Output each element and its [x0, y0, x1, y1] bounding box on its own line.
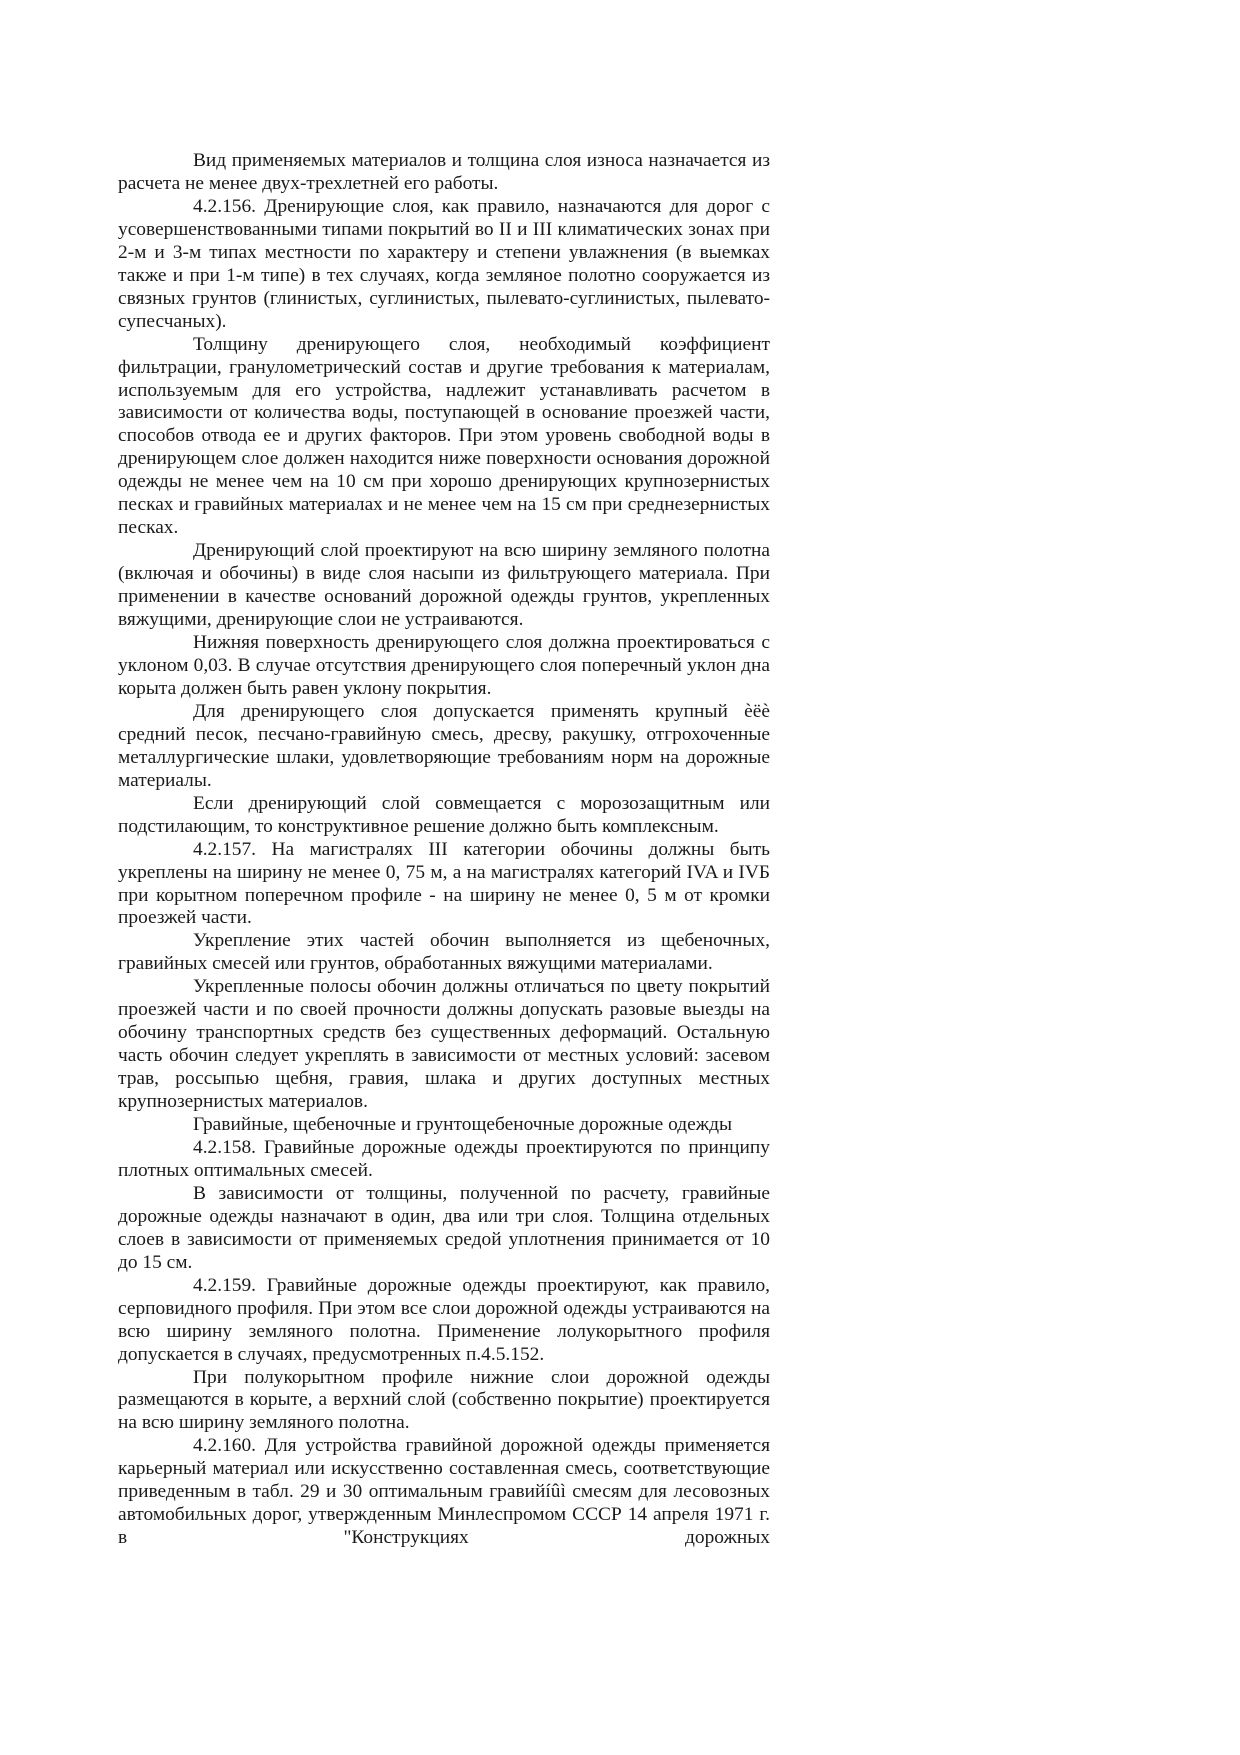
paragraph-layer-thickness: В зависимости от толщины, полученной по расчету, гравийные дорожные одежды назначают в один, два или три слоя. Толщина отдельных слоев в зависимости от применяемых средой уплотнения принимается от 10 до 15 см.	[118, 1182, 770, 1273]
paragraph-drainage-thickness: Толщину дренирующего слоя, необходимый коэффициент фильтрации, гранулометрический состав и другие требования к материалам, используемым для его устройства, надлежит устанавливать расчетом в зависимости от количества воды, поступающей в основание проезжей части, способов отвода ее и других факторов. При этом уровень свободной воды в дренирующем слое должен находится ниже поверхности основания дорожной одежды не менее чем на 10 см при хорошо дренирующих крупнозернистых песках и гравийных материалах и не менее чем на 15 см при среднезернистых песках.	[118, 333, 770, 539]
document-body	[118, 150, 770, 1550]
paragraph-4-2-158: 4.2.158. Гравийные дорожные одежды проектируются по принципу плотных оптимальных смесей.	[118, 1136, 770, 1181]
paragraph-drainage-slope: Нижняя поверхность дренирующего слоя должна проектироваться с уклоном 0,03. В случае отсутствия дренирующего слоя поперечный уклон дна корыта должен быть равен уклону покрытия.	[118, 632, 770, 699]
paragraph-shoulder-strips: Укрепленные полосы обочин должны отличаться по цвету покрытий проезжей части и по своей прочности должны допускать разовые выезды на обочину транспортных средств без существенных деформаций. Остальную часть обочин следует укреплять в зависимости от местных условий: засевом трав, россыпью щебня, гравия, шлака и других доступных местных крупнозернистых материалов.	[118, 976, 770, 1113]
paragraph-drainage-materials: Для дренирующего слоя допускается применять крупный èëè средний песок, песчано-гравийную смесь, дресву, ракушку, отгрохоченные металлургические шлаки, удовлетворяющие требованиям норм на дорожные материалы.	[118, 700, 770, 791]
paragraph-4-2-156: 4.2.156. Дренирующие слоя, как правило, назначаются для дорог с усовершенствованными типами покрытий во II и III климатических зонах при 2-м и 3-м типах местности по характеру и степени увлажнения (в выемках также и при 1-м типе) в тех случаях, когда земляное полотно сооружается из связных грунтов (глинистых, суглинистых, пылевато-суглинистых, пылевато-супесчаных).	[118, 195, 770, 332]
paragraph-4-2-157: 4.2.157. На магистралях III категории обочины должны быть укреплены на ширину не менее 0, 75 м, а на магистралях категорий IVA и IVБ при корытном поперечном профиле - на ширину не менее 0, 5 м от кромки проезжей части.	[118, 838, 770, 929]
section-heading-gravel-pavements: Гравийные, щебеночные и грунтощебеночные дорожные одежды	[193, 1114, 733, 1136]
paragraph-drainage-width: Дренирующий слой проектируют на всю ширину земляного полотна (включая и обочины) в виде слоя насыпи из фильтрующего материала. При применении в качестве оснований дорожной одежды грунтов, укрепленных вяжущими, дренирующие слои не устраиваются.	[118, 540, 770, 631]
paragraph-4-2-160: 4.2.160. Для устройства гравийной дорожной одежды применяется карьерный материал или искусственно составленная смесь, соответствующие приведенным в табл. 29 и 30 оптимальным гравийíûì смесям для лесовозных автомобильных дорог, утвержденным Минлеспромом СССР 14 апреля 1971 г. в "Конструкциях дорожных	[118, 1435, 770, 1549]
paragraph-semi-trough-profile: При полукорытном профиле нижние слои дорожной одежды размещаются в корыте, а верхний слой (собственно покрытие) проектируется на всю ширину земляного полотна.	[118, 1366, 770, 1434]
paragraph-4-2-159: 4.2.159. Гравийные дорожные одежды проектируют, как правило, серповидного профиля. При этом все слои дорожной одежды устраиваются на всю ширину земляного полотна. Применение лолукорытного профиля допускается в случаях, предусмотренных п.4.5.152.	[118, 1274, 770, 1365]
paragraph-wear-layer-material: Вид применяемых материалов и толщина слоя износа назначается из расчета не менее двух-трехлетней его работы.	[118, 150, 770, 194]
paragraph-shoulder-reinforcement: Укрепление этих частей обочин выполняется из щебеночных, гравийных смесей или грунтов, обработанных вяжущими материалами.	[118, 930, 770, 975]
paragraph-frost-protection: Если дренирующий слой совмещается с морозозащитным или подстилающим, то конструктивное решение должно быть комплексным.	[118, 792, 770, 837]
